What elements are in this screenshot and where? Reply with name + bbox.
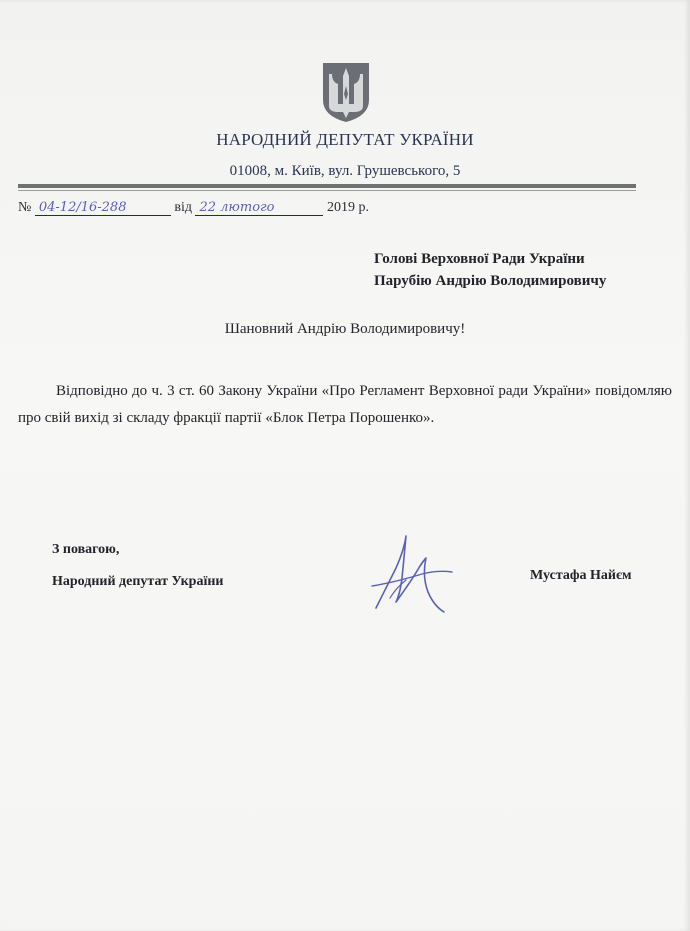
letter-body: Відповідно до ч. 3 ст. 60 Закону України «Про Регламент Верховної ради України» повідомляю про свій вихід зі складу фракції партії «Блок Петра Порошенко».: [18, 383, 672, 426]
letterhead-divider: [18, 184, 636, 188]
letterhead-divider-thin: [18, 190, 636, 191]
addressee-line-2: Парубію Андрію Володимировичу: [374, 273, 607, 289]
registration-number: 04-12/16-288: [35, 200, 171, 216]
number-prefix: №: [18, 200, 32, 215]
registration-line: [18, 200, 369, 216]
from-label: від: [174, 200, 192, 215]
trident-coat-of-arms-icon: [320, 60, 372, 124]
handwritten-signature: [366, 528, 456, 616]
letterhead-title: НАРОДНИЙ ДЕПУТАТ УКРАЇНИ: [216, 130, 474, 149]
registration-date: 22 лютого: [195, 200, 323, 216]
addressee-block: [374, 248, 606, 292]
signer-name: Мустафа Найєм: [530, 568, 632, 583]
closing-block: [52, 534, 223, 598]
letterhead-address: 01008, м. Київ, вул. Грушевського, 5: [229, 163, 461, 179]
salutation: Шановний Андрію Володимировичу!: [224, 321, 466, 337]
closing-regards: З повагою,: [52, 542, 120, 557]
closing-position: Народний депутат України: [52, 574, 224, 589]
addressee-line-1: Голові Верховної Ради України: [374, 251, 585, 267]
registration-year: 2019 р.: [326, 200, 369, 215]
